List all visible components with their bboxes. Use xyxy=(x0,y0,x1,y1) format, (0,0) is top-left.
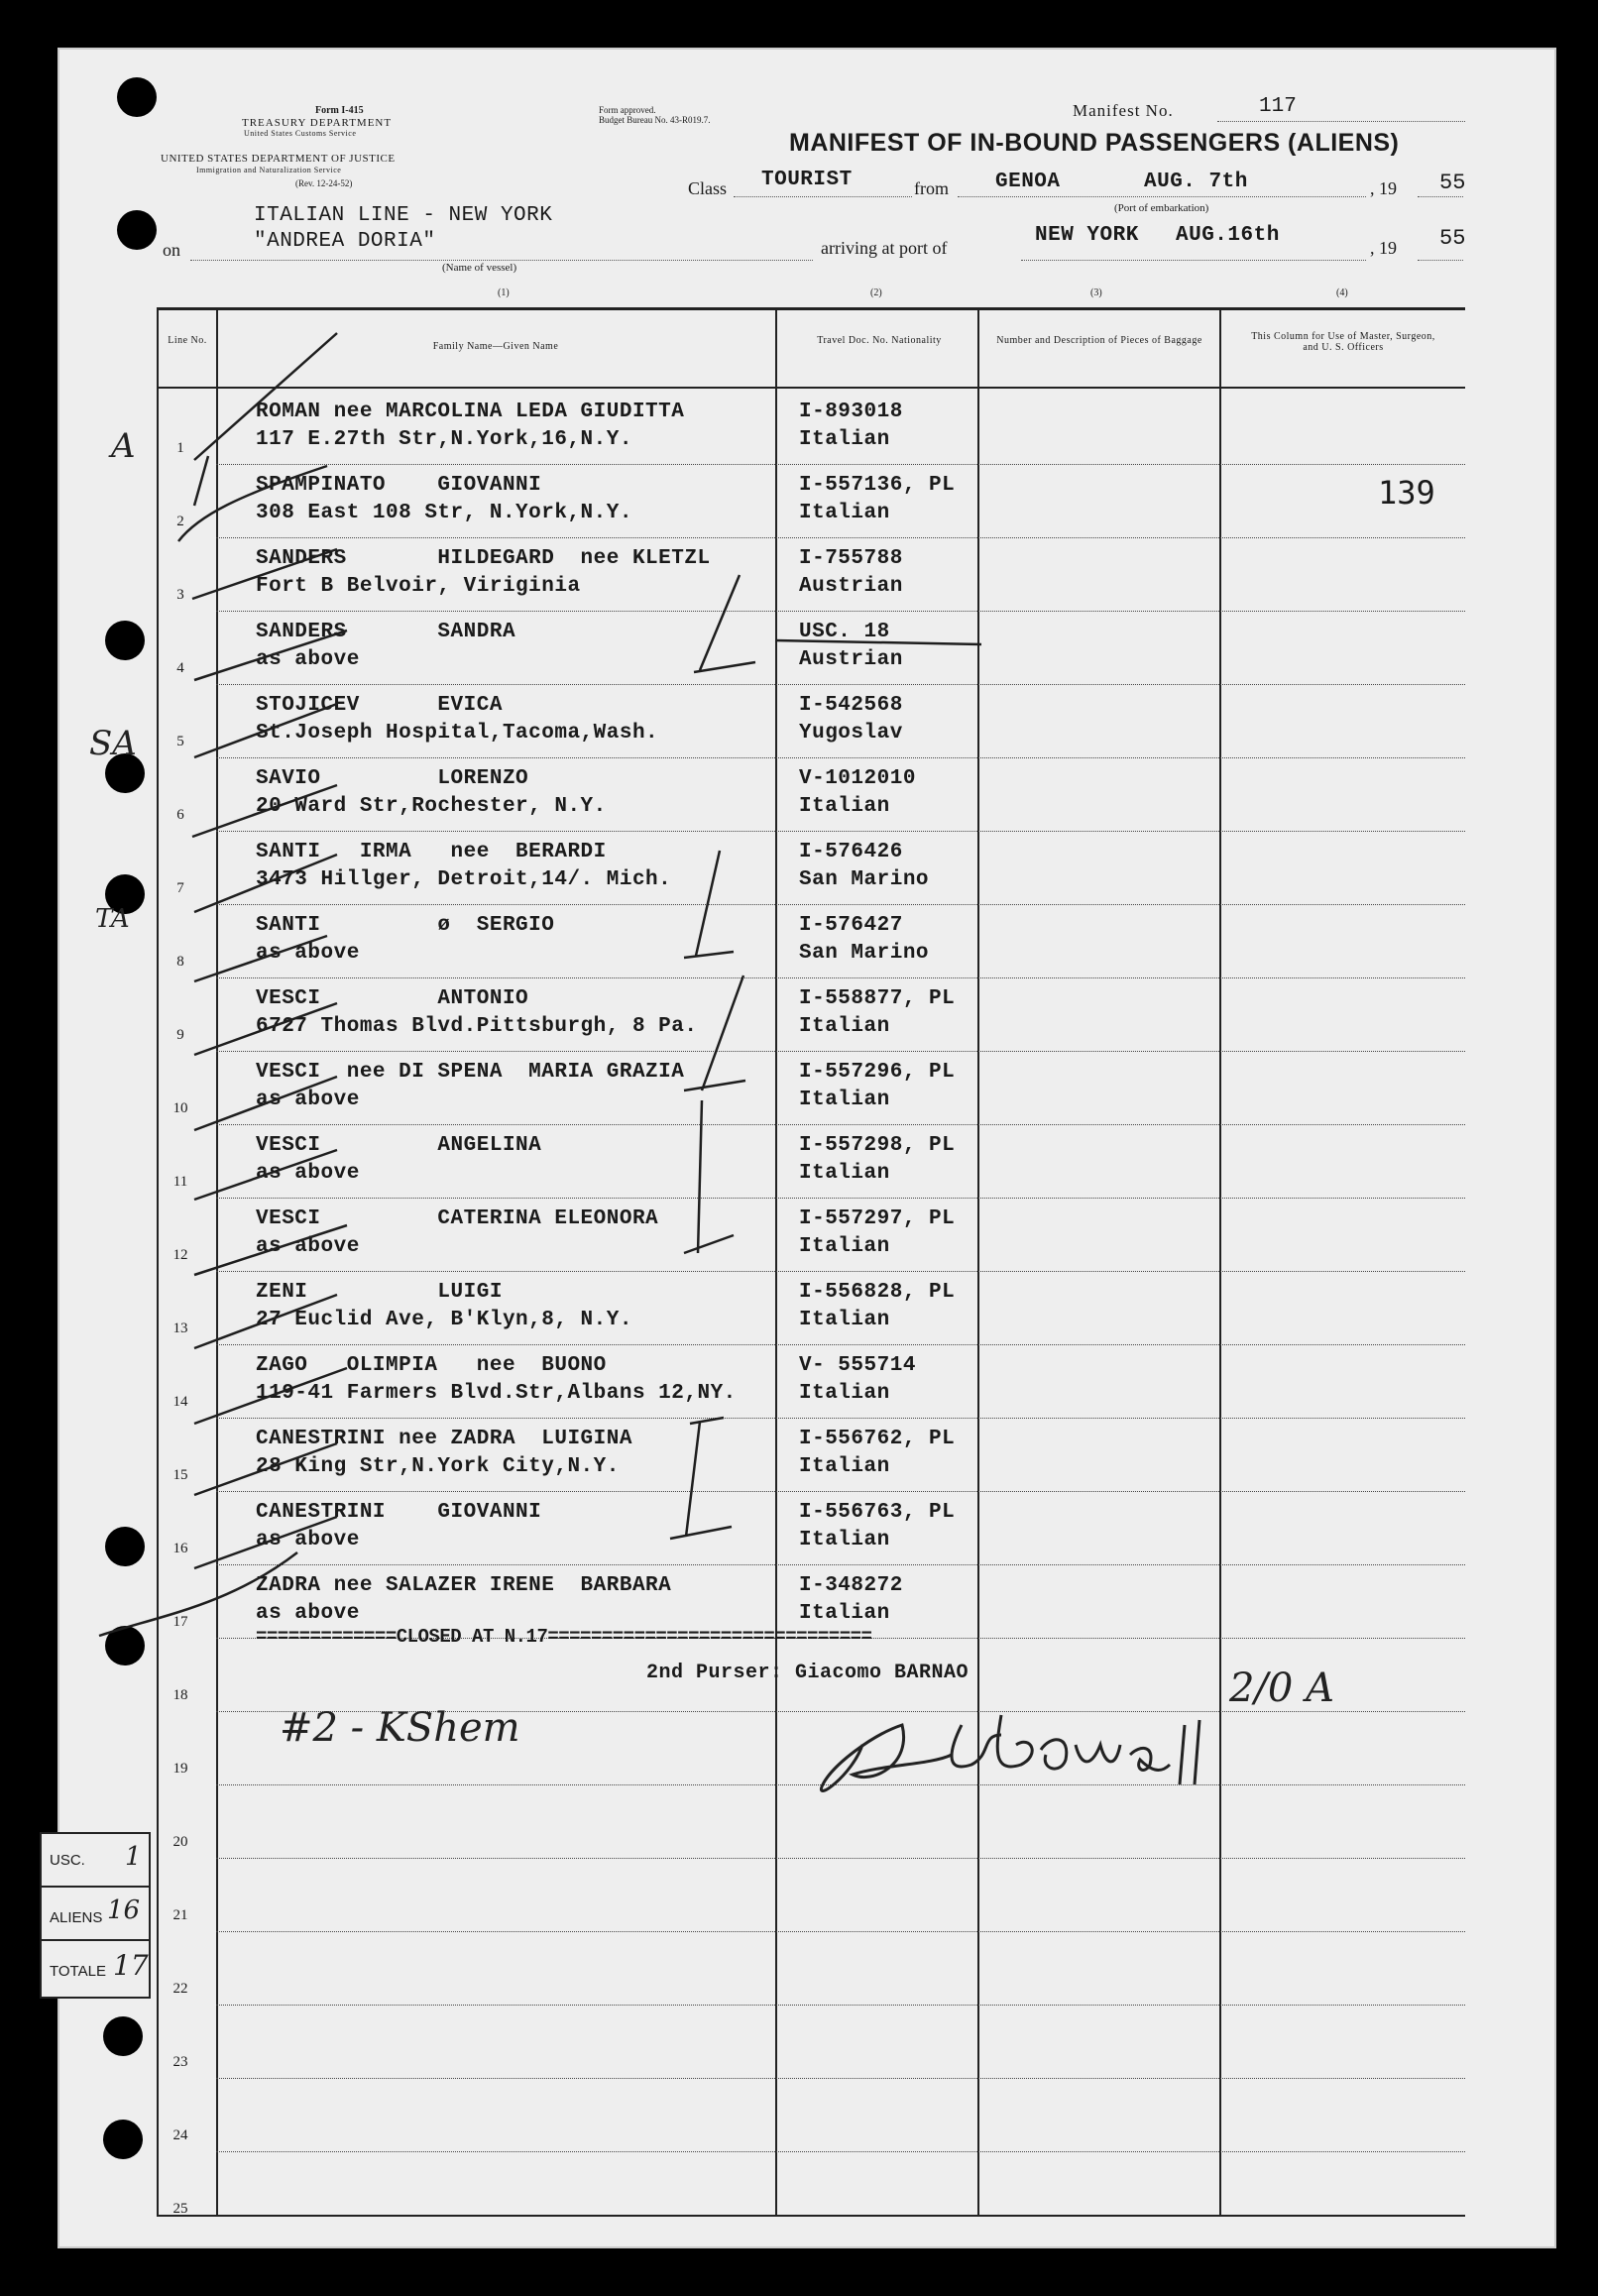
passenger-name: STOJICEV EVICA xyxy=(256,694,503,717)
page-title: MANIFEST OF IN-BOUND PASSENGERS (ALIENS) xyxy=(789,129,1400,157)
line-number: 1 xyxy=(176,440,184,456)
form-number: Form I-415 xyxy=(315,105,364,116)
col-num-2: (2) xyxy=(870,287,882,298)
arrival-port: NEW YORK xyxy=(1035,224,1139,247)
line-number: 9 xyxy=(176,1027,184,1043)
nationality: Italian xyxy=(799,1162,890,1185)
line-number: 12 xyxy=(172,1247,188,1263)
travel-doc-number: V- 555714 xyxy=(799,1354,916,1377)
customs-service: United States Customs Service xyxy=(244,129,357,138)
passenger-address: 28 King Str,N.York City,N.Y. xyxy=(256,1455,620,1478)
year-prefix-1: , 19 xyxy=(1370,178,1397,198)
nationality: Italian xyxy=(799,1235,890,1258)
passenger-name: VESCI CATERINA ELEONORA xyxy=(256,1207,659,1230)
line-number: 13 xyxy=(172,1320,188,1336)
passenger-name: SPAMPINATO GIOVANNI xyxy=(256,474,542,497)
nationality: Italian xyxy=(799,428,890,451)
col-header-officers: This Column for Use of Master, Surgeon, and U. S. Officers xyxy=(1251,331,1435,353)
line-number: 4 xyxy=(176,660,184,676)
line-number: 21 xyxy=(172,1907,188,1923)
travel-doc-number: I-348272 xyxy=(799,1574,903,1597)
officer-note: 139 xyxy=(1378,474,1435,512)
tally-aliens xyxy=(40,1886,151,1945)
passenger-name: SANDERS SANDRA xyxy=(256,621,516,643)
arrival-date: AUG.16th xyxy=(1176,224,1280,247)
line-number: 8 xyxy=(176,954,184,970)
passenger-address: as above xyxy=(256,1602,360,1625)
passenger-address: 3473 Hillger, Detroit,14/. Mich. xyxy=(256,868,672,891)
line-number: 11 xyxy=(172,1174,188,1190)
nationality: Italian xyxy=(799,795,890,818)
passenger-address: St.Joseph Hospital,Tacoma,Wash. xyxy=(256,722,659,745)
tally-totale-label: TOTALE xyxy=(50,1963,106,1980)
travel-doc-number: I-556763, PL xyxy=(799,1501,956,1524)
manifest-label: Manifest No. xyxy=(1073,101,1174,120)
nationality: Italian xyxy=(799,1309,890,1331)
passenger-address: 119-41 Farmers Blvd.Str,Albans 12,NY. xyxy=(256,1382,737,1405)
budget-bureau: Budget Bureau No. 43-R019.7. xyxy=(599,115,711,125)
col-num-4: (4) xyxy=(1336,287,1348,298)
travel-doc-number: I-542568 xyxy=(799,694,903,717)
travel-doc-number: V-1012010 xyxy=(799,767,916,790)
nationality: Yugoslav xyxy=(799,722,903,745)
closed-line: =============CLOSED AT N.17============================== xyxy=(256,1626,872,1648)
travel-doc-number: I-556828, PL xyxy=(799,1281,956,1304)
col-header-travel-doc: Travel Doc. No. Nationality xyxy=(817,335,942,346)
line-name: ITALIAN LINE - NEW YORK xyxy=(254,204,553,227)
passenger-address: as above xyxy=(256,1089,360,1111)
col-header-baggage: Number and Description of Pieces of Baggage xyxy=(996,335,1202,346)
ins-service: Immigration and Naturalization Service xyxy=(196,166,342,174)
year-2: 55 xyxy=(1439,226,1466,251)
passenger-address: as above xyxy=(256,942,360,965)
line-number: 6 xyxy=(176,807,184,823)
tally-totale-value: 17 xyxy=(113,1949,149,1982)
port-embark-note: (Port of embarkation) xyxy=(1114,202,1209,214)
passenger-address: as above xyxy=(256,1162,360,1185)
nationality: Austrian xyxy=(799,575,903,598)
class-value: TOURIST xyxy=(761,169,853,191)
nationality: Italian xyxy=(799,1382,890,1405)
arriving-label: arriving at port of xyxy=(821,238,948,258)
on-label: on xyxy=(163,240,180,260)
nationality: Italian xyxy=(799,1015,890,1038)
passenger-address: Fort B Belvoir, Viriginia xyxy=(256,575,581,598)
revision: (Rev. 12-24-52) xyxy=(295,178,353,188)
line-number: 14 xyxy=(172,1394,188,1410)
passenger-name: VESCI nee DI SPENA MARIA GRAZIA xyxy=(256,1061,685,1084)
vessel-name: "ANDREA DORIA" xyxy=(254,230,436,253)
passenger-name: CANESTRINI nee ZADRA LUIGINA xyxy=(256,1428,632,1450)
col-num-3: (3) xyxy=(1090,287,1102,298)
line-number: 2 xyxy=(176,514,184,529)
manifest-no: 117 xyxy=(1259,95,1297,118)
from-date: AUG. 7th xyxy=(1144,171,1248,193)
passenger-address: as above xyxy=(256,1529,360,1551)
line-number: 25 xyxy=(172,2201,188,2217)
passenger-name: VESCI ANTONIO xyxy=(256,987,529,1010)
nationality: Italian xyxy=(799,502,890,524)
travel-doc-number: I-557136, PL xyxy=(799,474,956,497)
treasury-dept: TREASURY DEPARTMENT xyxy=(242,117,393,129)
line-number: 17 xyxy=(172,1614,188,1630)
travel-doc-number: I-893018 xyxy=(799,401,903,423)
passenger-name: ROMAN nee MARCOLINA LEDA GIUDITTA xyxy=(256,401,685,423)
passenger-name: SAVIO LORENZO xyxy=(256,767,529,790)
nationality: Italian xyxy=(799,1455,890,1478)
line19-handwritten-note: #2 - KShem xyxy=(280,1705,520,1751)
col-header-name: Family Name—Given Name xyxy=(432,341,559,352)
purser-line: 2nd Purser: Giacomo BARNAO xyxy=(646,1662,970,1684)
line-number: 3 xyxy=(176,587,184,603)
line-number: 16 xyxy=(172,1541,188,1556)
fraction-note: 2/0 A xyxy=(1229,1665,1334,1711)
passenger-name: CANESTRINI GIOVANNI xyxy=(256,1501,542,1524)
tally-usc-value: 1 xyxy=(125,1842,142,1872)
passenger-address: 117 E.27th Str,N.York,16,N.Y. xyxy=(256,428,632,451)
form-approved: Form approved. xyxy=(599,105,656,115)
line-number: 5 xyxy=(176,734,184,749)
tally-usc xyxy=(40,1832,151,1892)
passenger-address: 20 Ward Str,Rochester, N.Y. xyxy=(256,795,607,818)
travel-doc-number: I-576426 xyxy=(799,841,903,863)
vessel-note: (Name of vessel) xyxy=(442,262,517,274)
nationality: San Marino xyxy=(799,868,930,891)
travel-doc-number: I-558877, PL xyxy=(799,987,956,1010)
tally-aliens-label: ALIENS xyxy=(50,1909,103,1926)
line-number: 24 xyxy=(172,2127,188,2143)
col-header-line-no: Line No. xyxy=(168,335,207,346)
passenger-address: as above xyxy=(256,1235,360,1258)
passenger-name: SANTI ø SERGIO xyxy=(256,914,555,937)
travel-doc-number: USC. 18 xyxy=(799,621,890,643)
passenger-name: SANTI IRMA nee BERARDI xyxy=(256,841,607,863)
travel-doc-number: I-557296, PL xyxy=(799,1061,956,1084)
travel-doc-number: I-755788 xyxy=(799,547,903,570)
line-number: 7 xyxy=(176,880,184,896)
justice-dept: UNITED STATES DEPARTMENT OF JUSTICE xyxy=(161,153,396,165)
tally-aliens-value: 16 xyxy=(107,1895,141,1925)
passenger-name: ZAGO OLIMPIA nee BUONO xyxy=(256,1354,607,1377)
line-number: 19 xyxy=(172,1761,188,1777)
from-port: GENOA xyxy=(995,171,1061,193)
passenger-address: 6727 Thomas Blvd.Pittsburgh, 8 Pa. xyxy=(256,1015,698,1038)
passenger-address: 27 Euclid Ave, B'Klyn,8, N.Y. xyxy=(256,1309,632,1331)
line-number: 15 xyxy=(172,1467,188,1483)
col-num-1: (1) xyxy=(498,287,510,298)
nationality: Austrian xyxy=(799,648,903,671)
year-1: 55 xyxy=(1439,171,1466,195)
travel-doc-number: I-556762, PL xyxy=(799,1428,956,1450)
passenger-name: SANDERS HILDEGARD nee KLETZL xyxy=(256,547,711,570)
line-number: 18 xyxy=(172,1687,188,1703)
travel-doc-number: I-557297, PL xyxy=(799,1207,956,1230)
from-label: from xyxy=(914,178,949,198)
nationality: San Marino xyxy=(799,942,930,965)
passenger-name: ZENI LUIGI xyxy=(256,1281,503,1304)
tally-usc-label: USC. xyxy=(50,1852,85,1869)
travel-doc-number: I-576427 xyxy=(799,914,903,937)
travel-doc-number: I-557298, PL xyxy=(799,1134,956,1157)
nationality: Italian xyxy=(799,1089,890,1111)
margin-mark-sa: SA xyxy=(89,724,137,763)
class-label: Class xyxy=(688,178,728,198)
line-number: 20 xyxy=(172,1834,188,1850)
passenger-name: ZADRA nee SALAZER IRENE BARBARA xyxy=(256,1574,672,1597)
nationality: Italian xyxy=(799,1529,890,1551)
passenger-address: 308 East 108 Str, N.York,N.Y. xyxy=(256,502,632,524)
margin-mark-ta: TA xyxy=(95,904,130,934)
line-number: 22 xyxy=(172,1981,188,1997)
line-number: 23 xyxy=(172,2054,188,2070)
passenger-address: as above xyxy=(256,648,360,671)
passenger-name: VESCI ANGELINA xyxy=(256,1134,542,1157)
year-prefix-2: , 19 xyxy=(1370,238,1397,258)
line-number: 10 xyxy=(172,1100,188,1116)
tally-totale xyxy=(40,1939,151,1999)
margin-mark-a: A xyxy=(111,426,136,466)
nationality: Italian xyxy=(799,1602,890,1625)
